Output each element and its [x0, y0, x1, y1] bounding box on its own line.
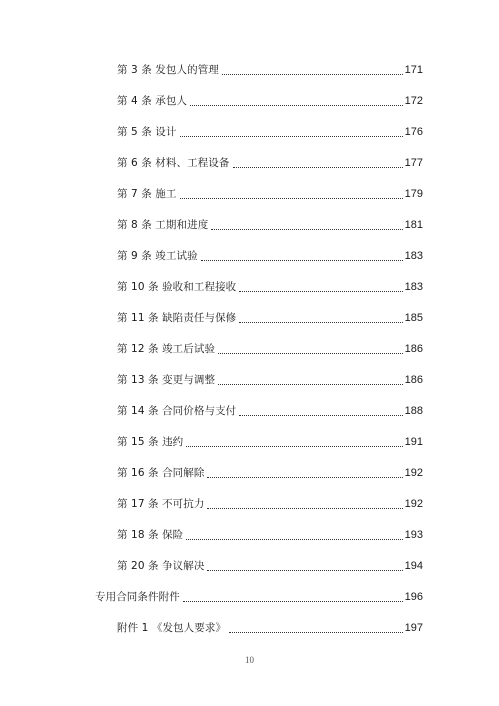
toc-entry-label: 第 15 条 违约: [117, 436, 184, 448]
dot-leader: [207, 508, 402, 509]
toc-entry-page: 192: [404, 467, 423, 479]
toc-entry-page: 183: [404, 250, 423, 262]
toc-entry-article-15[interactable]: [117, 433, 423, 449]
toc-entry-article-13[interactable]: [117, 371, 423, 387]
dot-leader: [218, 384, 403, 385]
dot-leader: [233, 167, 403, 168]
toc-entry-page: 181: [404, 219, 423, 231]
toc-entry-page: 194: [404, 560, 423, 572]
toc-entry-page: 185: [404, 312, 423, 324]
toc-entry-label: 第 7 条 施工: [117, 188, 177, 200]
toc-entry-label: 第 14 条 合同价格与支付: [117, 405, 237, 417]
toc-entry-label: 第 11 条 缺陷责任与保修: [117, 312, 237, 324]
dot-leader: [239, 322, 402, 323]
toc-entry-label: 专用合同条件附件: [95, 591, 180, 603]
toc-entry-label: 第 3 条 发包人的管理: [117, 64, 219, 76]
toc-entry-label: 第 5 条 设计: [117, 126, 177, 138]
dot-leader: [218, 353, 403, 354]
dot-leader: [186, 539, 402, 540]
toc-entry-article-3[interactable]: [117, 61, 423, 77]
toc-entry-page: 196: [404, 591, 423, 603]
toc-entry-label: 第 12 条 竣工后试验: [117, 343, 216, 355]
dot-leader: [211, 229, 402, 230]
toc-entry-article-7[interactable]: [117, 185, 423, 201]
toc-entry-article-18[interactable]: [117, 526, 423, 542]
toc-entry-label: 第 4 条 承包人: [117, 95, 188, 107]
toc-entry-page: 197: [404, 622, 423, 634]
dot-leader: [222, 74, 403, 75]
toc-entry-annex-1[interactable]: [117, 619, 423, 635]
toc-entry-label: 第 9 条 竣工试验: [117, 250, 198, 262]
toc-entry-label: 附件 1 《发包人要求》: [117, 622, 227, 634]
toc-entry-page: 183: [404, 281, 423, 293]
toc-entry-page: 191: [404, 436, 423, 448]
toc-entry-label: 第 18 条 保险: [117, 529, 184, 541]
toc-entry-page: 177: [404, 157, 423, 169]
toc-entry-article-14[interactable]: [117, 402, 423, 418]
toc-entry-article-10[interactable]: [117, 278, 423, 294]
toc-entry-label: 第 17 条 不可抗力: [117, 498, 205, 510]
dot-leader: [180, 136, 403, 137]
dot-leader: [229, 632, 403, 633]
dot-leader: [207, 477, 402, 478]
toc-entry-page: 172: [404, 95, 423, 107]
toc-entry-label: 第 6 条 材料、工程设备: [117, 157, 230, 169]
page-number: 10: [245, 655, 254, 665]
toc-entry-article-5[interactable]: [117, 123, 423, 139]
dot-leader: [201, 260, 403, 261]
toc-entry-article-6[interactable]: [117, 154, 423, 170]
toc-entry-article-20[interactable]: [117, 557, 423, 573]
toc-entry-article-4[interactable]: [117, 92, 423, 108]
toc-entry-page: 193: [404, 529, 423, 541]
dot-leader: [180, 198, 403, 199]
toc-entry-article-17[interactable]: [117, 495, 423, 511]
toc-entry-label: 第 20 条 争议解决: [117, 560, 205, 572]
dot-leader: [239, 291, 402, 292]
toc-entry-article-8[interactable]: [117, 216, 423, 232]
toc-entry-article-9[interactable]: [117, 247, 423, 263]
toc-entry-page: 171: [404, 64, 423, 76]
toc-entry-label: 第 10 条 验收和工程接收: [117, 281, 237, 293]
dot-leader: [190, 105, 403, 106]
toc-entry-label: 第 13 条 变更与调整: [117, 374, 216, 386]
toc-entry-article-12[interactable]: [117, 340, 423, 356]
dot-leader: [207, 570, 402, 571]
toc-entry-page: 186: [404, 374, 423, 386]
toc-entry-page: 176: [404, 126, 423, 138]
dot-leader: [186, 446, 402, 447]
toc-entry-article-11[interactable]: [117, 309, 423, 325]
toc-entry-page: 188: [404, 405, 423, 417]
toc-entry-label: 第 8 条 工期和进度: [117, 219, 209, 231]
dot-leader: [239, 415, 402, 416]
toc-entry-page: 186: [404, 343, 423, 355]
toc-entry-label: 第 16 条 合同解除: [117, 467, 205, 479]
dot-leader: [183, 601, 403, 602]
toc-entry-page: 192: [404, 498, 423, 510]
toc-entry-page: 179: [404, 188, 423, 200]
toc-entry-special-conditions-annex[interactable]: [95, 588, 423, 604]
toc-entry-article-16[interactable]: [117, 464, 423, 480]
